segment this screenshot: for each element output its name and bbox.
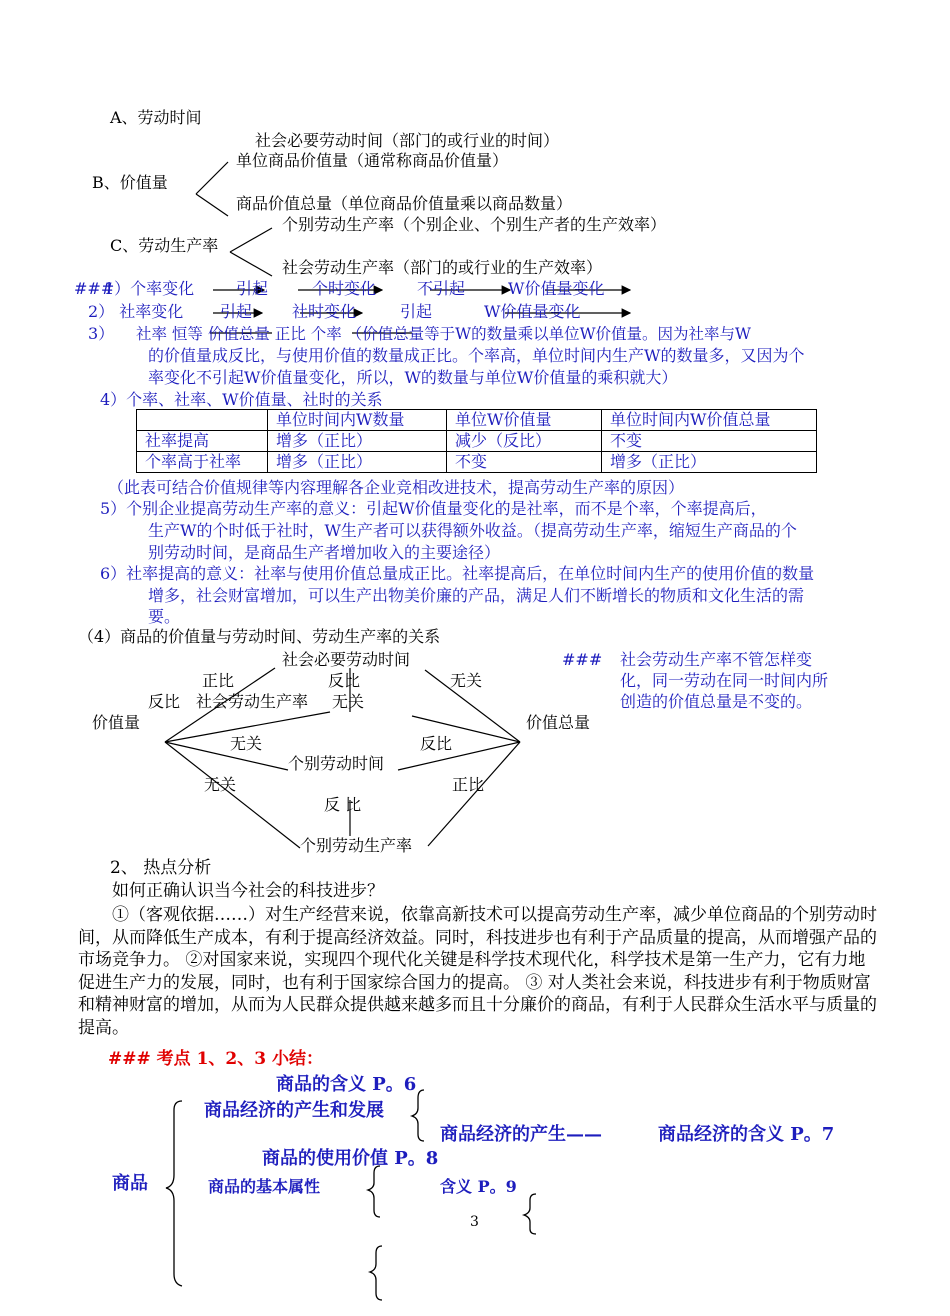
edge-label-wuguan: 无关 — [230, 734, 263, 753]
node-social-productivity: 社会劳动生产率 — [196, 692, 309, 711]
summary-economy-origin: 商品经济的产生—— — [440, 1124, 602, 1145]
section-b-value-volume: B、价值量 — [92, 173, 168, 192]
table-cell: 单位W价值量 — [447, 410, 602, 431]
individual-productivity: 个别劳动生产率（个别企业、个别生产者的生产效率） — [282, 215, 667, 234]
table-cell: 单位时间内W数量 — [268, 410, 447, 431]
table-cell: 减少（反比） — [447, 431, 602, 452]
node-individual-time: 个别劳动时间 — [288, 754, 385, 773]
summary-economy-meaning: 商品经济的含义 P。7 — [658, 1124, 835, 1145]
item4-note: （此表可结合价值规律等内容理解各企业竞相改进技术，提高劳动生产率的原因） — [108, 478, 685, 497]
edge-label-fanbi: 反比 — [328, 671, 361, 690]
item3-line1: 社率 恒等 价值总量 正比 个率 （价值总量等于W的数量乘以单位W价值量。因为社率与W — [136, 325, 751, 343]
table-row — [137, 452, 817, 473]
table-header-row — [137, 410, 817, 431]
summary-title: ### 考点 1、2、3 小结： — [108, 1049, 323, 1069]
edge-label-zhengbi: 正比 — [202, 671, 235, 690]
table-cell: 增多（正比） — [268, 431, 447, 452]
node-value-volume: 价值量 — [92, 713, 141, 732]
chain1-word4: W价值量变化 — [508, 279, 605, 298]
summary-commodity: 商品 — [112, 1173, 148, 1194]
table-cell: 不变 — [602, 431, 817, 452]
edge-label-wuguan: 无关 — [332, 692, 365, 711]
summary-commodity-meaning: 商品的含义 P。6 — [276, 1074, 417, 1095]
node-social-necessary-time: 社会必要劳动时间 — [282, 650, 411, 669]
note-line2: 化，同一劳动在同一时间内所 — [620, 671, 829, 690]
item6-line2: 增多，社会财富增加，可以生产出物美价廉的产品，满足人们不断增长的物质和文化生活的需 — [148, 586, 805, 605]
note-line1: 社会劳动生产率不管怎样变 — [620, 650, 813, 669]
relation-table — [136, 409, 817, 473]
edge-label-fanbi: 反 比 — [324, 795, 362, 814]
item4-title: 4）个率、社率、W价值量、社时的关系 — [100, 390, 383, 409]
table-cell: 增多（正比） — [602, 452, 817, 473]
table-cell: 不变 — [447, 452, 602, 473]
note-prefix: ### — [562, 650, 603, 669]
summary-commodity-economy: 商品经济的产生和发展 — [204, 1100, 384, 1121]
edge-label-fanbi: 反比 — [420, 734, 453, 753]
hotspot-paragraph: ①（客观依据……）对生产经营来说，依靠高新技术可以提高劳动生产率，减少单位商品的个别劳动时间，从而降低生产成本，有利于提高经济效益。同时，科技进步也有利于产品质量的提高，从而增强产品的市场竞争力。 ②对国家来说，实现四个现代化关键是科学技术现代化，科学技术是第一生产力，它有力地促进生产力的发展，同时，也有利于国家综合国力的提高。 ③ 对人类社会来说，科技进步有利于物质财富和精神财富的增加，从而为人民群众提供越来越多而且十分廉价的商品，有利于人民群众生活水平与质量的提高。 — [78, 905, 877, 1038]
chain1-label: 1）个率变化 — [104, 279, 195, 298]
summary-use-value: 商品的使用价值 P。8 — [262, 1148, 439, 1169]
table-cell — [137, 410, 268, 431]
node-individual-productivity: 个别劳动生产率 — [300, 836, 413, 855]
social-necessary-labor-time: 社会必要劳动时间（部门的或行业的时间） — [255, 131, 560, 150]
hotspot-title: 2、 热点分析 — [110, 858, 212, 878]
relation-title: （4）商品的价值量与劳动时间、劳动生产率的关系 — [78, 627, 441, 646]
chain1-word3: 不引起 — [417, 279, 466, 298]
total-commodity-value: 商品价值总量（单位商品价值量乘以商品数量） — [236, 194, 573, 213]
note-line3: 创造的价值总量是不变的。 — [620, 692, 813, 711]
table-row — [137, 431, 817, 452]
edge-label-wuguan: 无关 — [450, 671, 483, 690]
edge-label-fanbi: 反比 — [148, 692, 181, 711]
item6-line3: 要。 — [148, 607, 181, 626]
chain2-word2: 社时变化 — [292, 302, 357, 321]
unit-commodity-value: 单位商品价值量（通常称商品价值量） — [236, 151, 509, 170]
chain1-word1: 引起 — [236, 279, 269, 298]
summary-basic-attributes: 商品的基本属性 — [208, 1177, 321, 1196]
page-number: 3 — [470, 1214, 479, 1230]
item3-num: 3） — [88, 324, 115, 343]
chain1-word2: 个时变化 — [312, 279, 377, 298]
table-cell: 单位时间内W价值总量 — [602, 410, 817, 431]
section-a-labor-time: A、劳动时间 — [110, 108, 202, 127]
item3-line2: 的价值量成反比，与使用价值的数量成正比。个率高，单位时间内生产W的数量多，又因为个 — [148, 346, 805, 365]
hotspot-question: 如何正确认识当今社会的科技进步？ — [112, 881, 384, 901]
item6-line1: 6）社率提高的意义：社率与使用价值总量成正比。社率提高后，在单位时间内生产的使用价值的数量 — [100, 564, 815, 583]
table-cell: 增多（正比） — [268, 452, 447, 473]
chain2-label: 2） 社率变化 — [88, 302, 184, 321]
chain2-word4: W价值量变化 — [484, 302, 581, 321]
item5-line3: 别劳动时间，是商品生产者增加收入的主要途径） — [148, 543, 501, 562]
item5-line1: 5）个别企业提高劳动生产率的意义：引起W价值量变化的是社率，而不是个率，个率提高后， — [100, 499, 767, 518]
chain2-word3: 引起 — [400, 302, 433, 321]
edge-label-wuguan: 无关 — [204, 775, 237, 794]
social-productivity: 社会劳动生产率（部门的或行业的生产效率） — [282, 258, 603, 277]
section-c-productivity: C、劳动生产率 — [110, 236, 219, 255]
chain1-prefix: ### — [74, 279, 115, 298]
node-value-total: 价值总量 — [526, 713, 591, 732]
edge-label-zhengbi: 正比 — [452, 775, 485, 794]
summary-meaning-p9: 含义 P。9 — [440, 1177, 517, 1196]
chain2-word1: 引起 — [220, 302, 253, 321]
item5-line2: 生产W的个时低于社时，W生产者可以获得额外收益。（提高劳动生产率，缩短生产商品的个 — [148, 521, 797, 540]
table-cell: 个率高于社率 — [137, 452, 268, 473]
table-cell: 社率提高 — [137, 431, 268, 452]
item3-line3: 率变化不引起W价值量变化，所以，W的数量与单位W价值量的乘积就大） — [148, 368, 678, 387]
